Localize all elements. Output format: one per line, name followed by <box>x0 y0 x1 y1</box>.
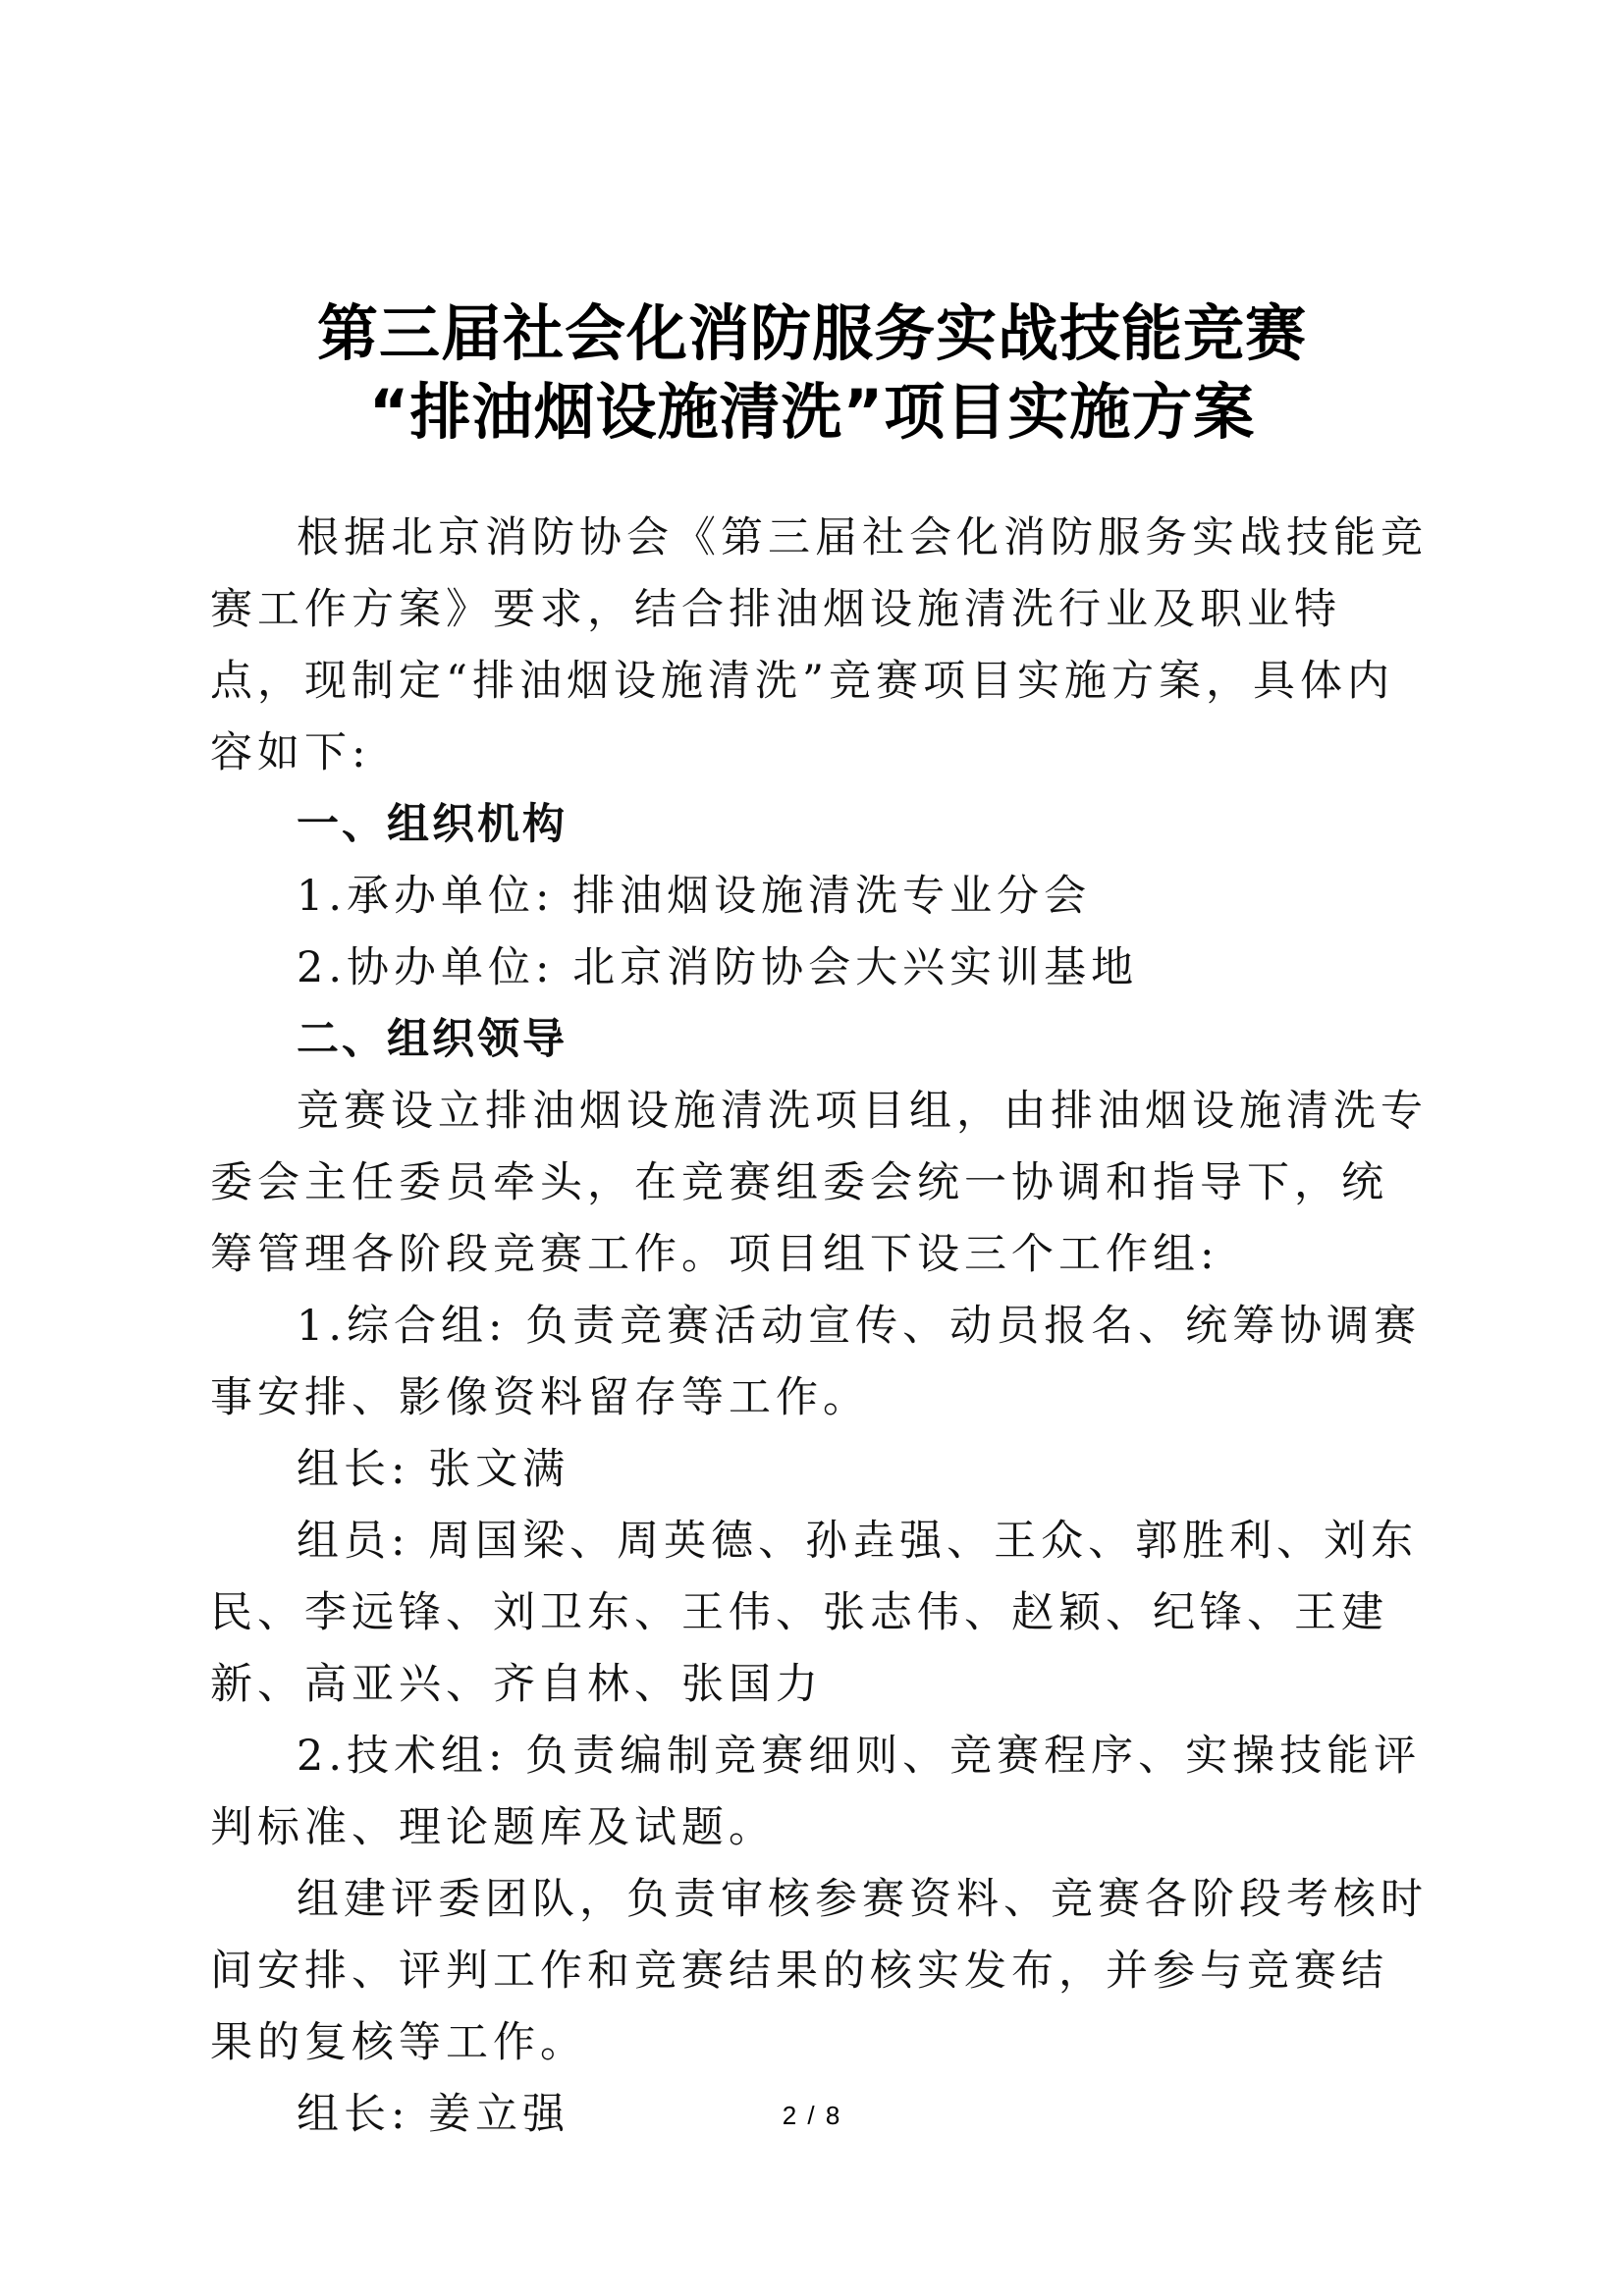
paragraph-project-group: 竞赛设立排油烟设施清洗项目组，由排油烟设施清洗专委会主任委员牵头，在竞赛组委会统一协调和指导下，统筹管理各阶段竞赛工作。项目组下设三个工作组: <box>210 1087 1428 1279</box>
paragraph-technical-group: 2.技术组: 负责编制竞赛细则、竞赛程序、实操技能评判标准、理论题库及试题。 <box>210 1732 1422 1852</box>
document-title-line-2: “排油烟设施清洗”项目实施方案 <box>368 376 1256 448</box>
document-title-line-1: 第三届社会化消防服务实战技能竞赛 <box>316 297 1307 369</box>
paragraph-technical-group-leader: 组长: 姜立强 <box>297 2090 570 2139</box>
section-heading-organization: 一、组织机构 <box>297 800 568 849</box>
section-heading-leadership: 二、组织领导 <box>297 1015 568 1064</box>
paragraph-co-host-unit: 2.协办单位: 北京消防协会大兴实训基地 <box>297 943 1139 992</box>
paragraph-general-group-leader: 组长: 张文满 <box>297 1445 570 1494</box>
paragraph-intro: 根据北京消防协会《第三届社会化消防服务实战技能竞赛工作方案》要求，结合排油烟设施清洗行业及职业特点，现制定“排油烟设施清洗”竞赛项目实施方案，具体内容如下: <box>210 513 1428 777</box>
paragraph-general-group: 1.综合组: 负责竞赛活动宣传、动员报名、统筹协调赛事安排、影像资料留存等工作。 <box>210 1302 1422 1422</box>
document-body <box>210 503 1428 2151</box>
page-number: 2 / 8 <box>782 2101 842 2130</box>
paragraph-judging-team: 组建评委团队，负责审核参赛资料、竞赛各阶段考核时间安排、评判工作和竞赛结果的核实发布，并参与竞赛结果的复核等工作。 <box>210 1875 1428 2067</box>
paragraph-general-group-members: 组员: 周国梁、周英德、孙垚强、王众、郭胜利、刘东民、李远锋、刘卫东、王伟、张志伟、赵颖、纪锋、王建新、高亚兴、齐自林、张国力 <box>210 1517 1419 1709</box>
paragraph-host-unit: 1.承办单位: 排油烟设施清洗专业分会 <box>297 872 1092 921</box>
